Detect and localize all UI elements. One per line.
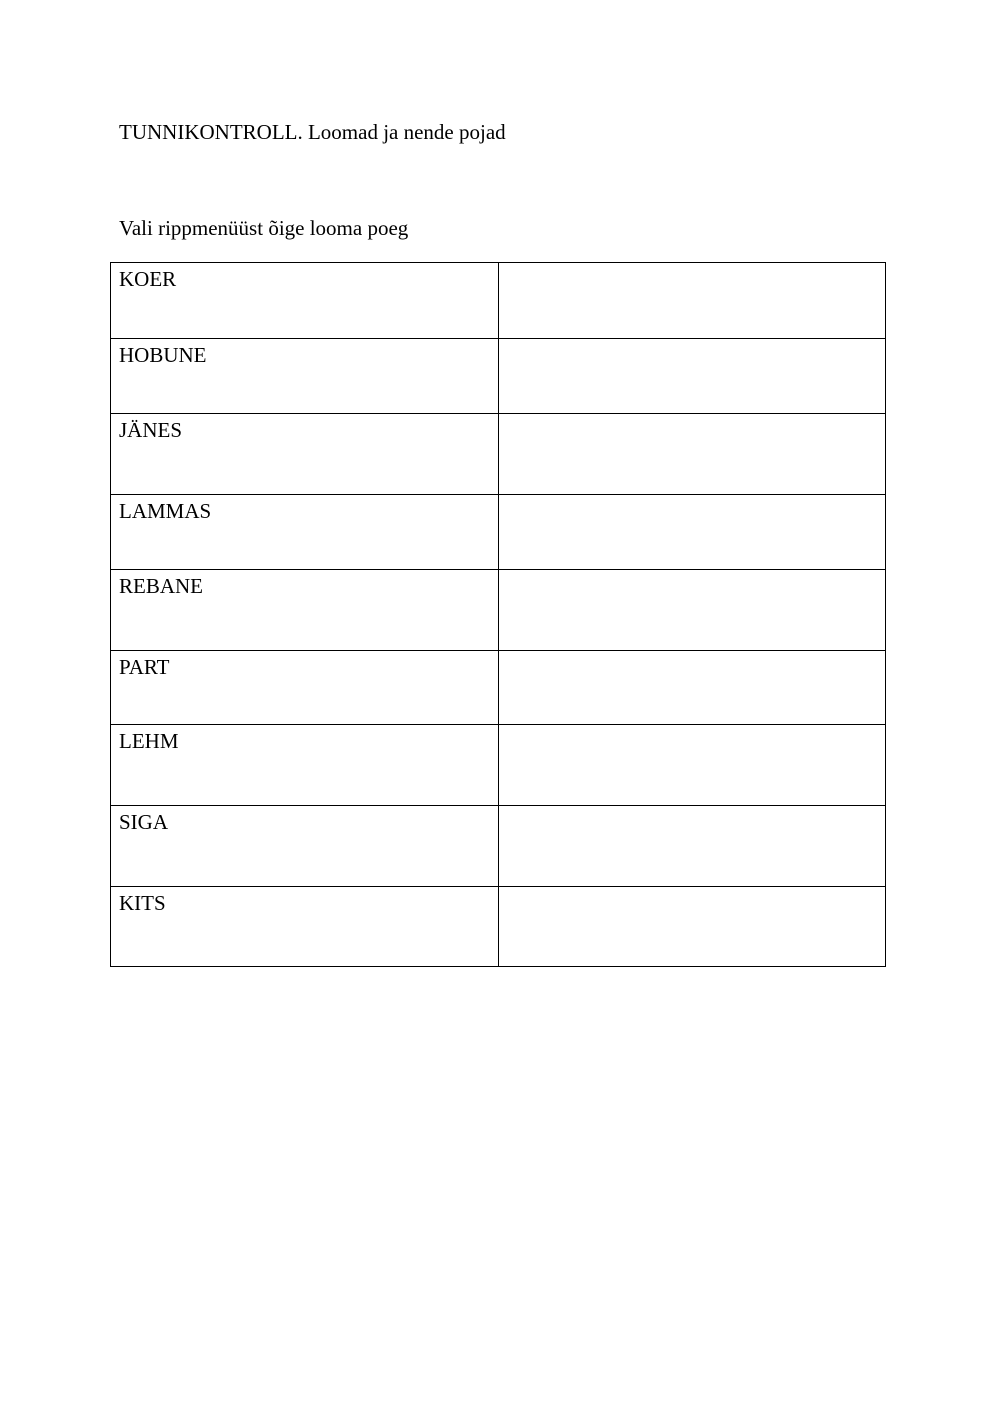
page-title: TUNNIKONTROLL. Loomad ja nende pojad [119, 120, 506, 144]
answer-cell-siga[interactable] [499, 806, 886, 887]
table-row [111, 887, 886, 967]
answer-cell-kits[interactable] [499, 887, 886, 967]
animal-cell [111, 651, 499, 725]
animal-label-kits: KITS [119, 891, 166, 915]
table-row [111, 339, 886, 414]
animal-label-hobune: HOBUNE [119, 343, 207, 367]
animal-label-lammas: LAMMAS [119, 499, 212, 523]
answer-cell-hobune[interactable] [499, 339, 886, 414]
animal-offspring-table [110, 262, 886, 967]
table-row [111, 263, 886, 339]
instruction-text: Vali rippmenüüst õige looma poeg [119, 216, 409, 240]
animal-label-lehm: LEHM [119, 729, 179, 753]
animal-label-part: PART [119, 655, 170, 679]
animal-cell [111, 806, 499, 887]
table-row [111, 725, 886, 806]
animal-label-rebane: REBANE [119, 574, 203, 598]
animal-cell [111, 495, 499, 570]
animal-cell [111, 725, 499, 806]
animal-label-koer: KOER [119, 267, 177, 291]
answer-cell-part[interactable] [499, 651, 886, 725]
animal-label-janes: JÄNES [119, 418, 183, 442]
animal-cell [111, 414, 499, 495]
animal-cell [111, 570, 499, 651]
animal-label-siga: SIGA [119, 810, 169, 834]
table-row [111, 414, 886, 495]
table-row [111, 495, 886, 570]
table-row [111, 651, 886, 725]
animal-cell [111, 887, 499, 967]
answer-cell-koer[interactable] [499, 263, 886, 339]
answer-cell-janes[interactable] [499, 414, 886, 495]
answer-cell-rebane[interactable] [499, 570, 886, 651]
answer-cell-lammas[interactable] [499, 495, 886, 570]
answer-cell-lehm[interactable] [499, 725, 886, 806]
animal-cell [111, 339, 499, 414]
animal-cell [111, 263, 499, 339]
table-row [111, 570, 886, 651]
table-row [111, 806, 886, 887]
